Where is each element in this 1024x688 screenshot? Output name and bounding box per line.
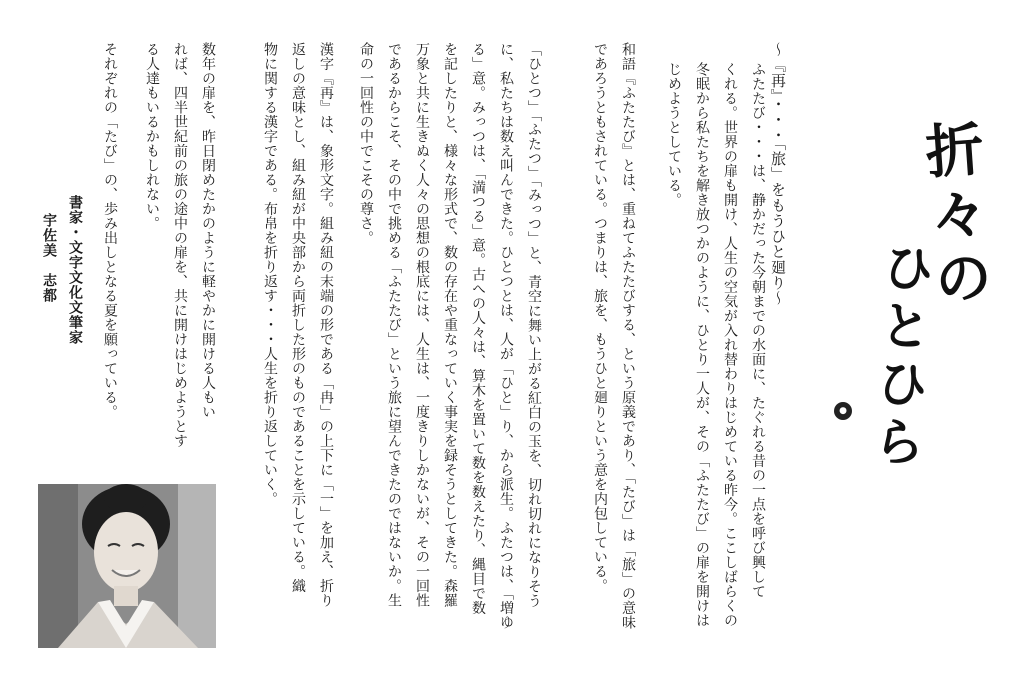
paragraph-5	[138, 42, 222, 472]
paragraph-3	[352, 42, 548, 668]
paragraph-2	[586, 42, 642, 668]
author-name: 宇佐美 志都	[41, 213, 57, 303]
essay-heading: ～『再』・・・「旅」をもうひと廻り～	[769, 42, 787, 306]
title-calligraphy-main: 折々の	[913, 117, 995, 315]
paragraph-line: る」意。みっつは、「満つる」意。古への人々は、算木を置いて数を数えたり、縄目で数	[470, 42, 486, 615]
paragraph-line: 漢字『再』は、象形文字。組み紐の末端の形である「冉」の上下に「一」を加え、折り	[318, 42, 334, 608]
paragraph-line: 数年の扉を、昨日閉めたかのように軽やかに開ける人もい	[200, 42, 216, 419]
paragraph-line: ふたたび・・・は、静かだった今朝までの水面に、たぐれる昔の一点を呼び興して	[750, 62, 766, 599]
paragraph-line: 冬眠から私たちを解き放つかのように、ひとり一人が、その「ふたたび」の扉を開けは	[694, 62, 710, 628]
author-signature	[36, 195, 88, 470]
paragraph-line: 物に関する漢字である。布帛を折り返す・・・人生を折り返していく。	[262, 42, 278, 506]
paragraph-line: それぞれの「たび」の、歩み出しとなる夏を願っている。	[102, 42, 118, 419]
paragraph-line: 返しの意味とし、組み紐が中央部から両折した形のものであることを示している。織	[290, 42, 306, 593]
paragraph-1	[660, 62, 772, 688]
author-title: 書家・文字文化文筆家	[67, 195, 83, 345]
paragraph-line: る人達もいるかもしれない。	[144, 42, 160, 231]
paragraph-line: 「ひとつ」「ふたつ」「みっつ」と、青空に舞い上がる紅白の玉を、切れ切れになりそう	[526, 42, 542, 608]
author-portrait-photo	[38, 484, 216, 648]
paragraph-line: れば、四半世紀前の旅の途中の扉を、共に開けはじめようとす	[172, 42, 188, 448]
paragraph-line: を記したりと、様々な形式で、数の存在や重なっていく事実を録そうとしてきた。森羅	[442, 42, 458, 608]
paragraph-line: に、私たちは数え叫んできた。ひとつとは、人が「ひと」り、から派生。ふたつは、「増ゆ	[498, 42, 514, 630]
paragraph-line: であるからこそ、その中で挑める「ふたたび」という旅に望んできたのではないか。生	[386, 42, 402, 608]
portrait-illustration	[38, 484, 216, 648]
paragraph-line: じめようとしている。	[666, 62, 682, 207]
title-calligraphy-sub: ひとひら	[862, 238, 936, 474]
paragraph-line: くれる。世界の扉も開け、人生の空気が入れ替わりはじめている昨今。ここしばらくの	[722, 62, 738, 628]
paragraph-line: 万象と共に生きぬく人々の思想の根底には、人生は、一度きりしかないが、その一回性	[414, 42, 430, 608]
seal-icon: ●	[834, 402, 852, 420]
paragraph-line: であろうともされている。つまりは、旅を、もうひと廻りという意を内包している。	[592, 42, 608, 593]
paragraph-line: 命の一回性の中でこその尊さ。	[358, 42, 374, 245]
paragraph-line: 和語『ふたたび』とは、重ねてふたたびする、という原義であり、「たび」は「旅」の意味	[620, 42, 636, 630]
paragraph-4	[256, 42, 340, 668]
paragraph-6	[96, 42, 124, 472]
